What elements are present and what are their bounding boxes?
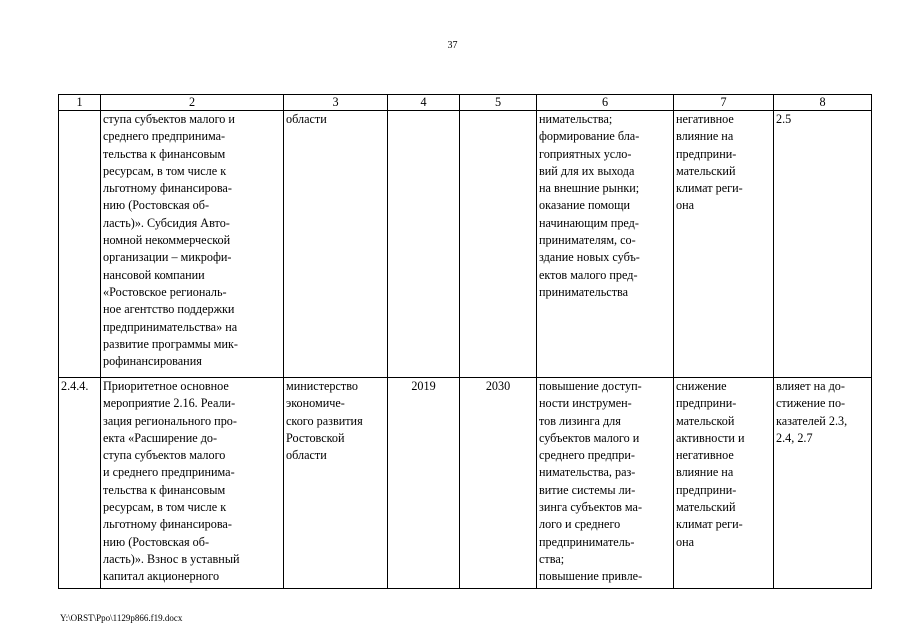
cell-text-line: ресурсам, в том числе к <box>103 500 227 515</box>
cell-text-line: ского развития <box>286 413 363 428</box>
cell-text-line: 2.4, 2.7 <box>776 430 813 445</box>
cell-text-line: она <box>676 198 695 213</box>
cell-text-line: нимательства; <box>539 112 613 126</box>
cell-text-line: климат реги- <box>676 517 743 532</box>
cell-text-line: зинга субъектов ма- <box>539 500 643 515</box>
cell-start-year <box>388 111 460 378</box>
cell-text-line: Приоритетное основное <box>103 379 229 393</box>
cell-number <box>59 111 101 378</box>
cell-text-line: мательской <box>676 413 735 428</box>
cell-indicator-link <box>774 111 872 378</box>
cell-text-line: нию (Ростовская об- <box>103 198 210 213</box>
cell-text-line: гоприятных усло- <box>539 146 632 161</box>
cell-text-line: рофинансирования <box>103 354 202 369</box>
cell-text-line: ступа субъектов малого и <box>103 112 235 126</box>
cell-consequences <box>674 111 774 378</box>
cell-text-line: «Ростовское региональ- <box>103 284 227 299</box>
cell-text-line: влияет на до- <box>776 379 845 393</box>
cell-text-line: на внешние рынки; <box>539 181 640 196</box>
cell-text-line: витие системы ли- <box>539 482 636 497</box>
cell-text-line: области <box>286 112 327 126</box>
table-row <box>59 378 872 589</box>
cell-text-line: лого и среднего <box>539 517 621 532</box>
cell-text-line: мательский <box>676 163 736 178</box>
cell-text-line: ектов малого пред- <box>539 267 638 282</box>
cell-text-line: вий для их выхода <box>539 163 635 178</box>
cell-text-line: начинающим пред- <box>539 215 639 230</box>
cell-text-line: нию (Ростовская об- <box>103 534 210 549</box>
column-number: 6 <box>537 95 674 111</box>
cell-text-line: ласть)». Субсидия Авто- <box>103 215 230 230</box>
cell-text-line: Ростовской <box>286 430 345 445</box>
cell-text-line: ресурсам, в том числе к <box>103 163 227 178</box>
cell-text-line: развитие программы мик- <box>103 336 238 351</box>
cell-text-line: и среднего предпринима- <box>103 465 235 480</box>
cell-measure <box>101 111 284 378</box>
cell-text-line: зация регионального про- <box>103 413 237 428</box>
cell-text-line: снижение <box>676 379 727 393</box>
cell-text-line: оказание помощи <box>539 198 631 213</box>
cell-text-line: номной некоммерческой <box>103 233 231 248</box>
column-number-row <box>59 95 872 111</box>
cell-text-line: ное агентство поддержки <box>103 302 235 317</box>
cell-text-line: тельства к финансовым <box>103 482 226 497</box>
cell-end-year: 2030 <box>460 378 537 589</box>
cell-text-line: принимателям, со- <box>539 233 636 248</box>
cell-text-line: среднего предпринима- <box>103 129 226 144</box>
cell-text-line: предприни- <box>676 396 737 411</box>
cell-text-line: предприни- <box>676 146 737 161</box>
cell-text-line: предприни- <box>676 482 737 497</box>
column-number: 7 <box>674 95 774 111</box>
cell-text-line: она <box>676 534 695 549</box>
column-number: 8 <box>774 95 872 111</box>
cell-text-line: нансовой компании <box>103 267 205 282</box>
column-number: 5 <box>460 95 537 111</box>
cell-text-line: министерство <box>286 379 359 393</box>
cell-text-line: повышение доступ- <box>539 379 642 393</box>
cell-executor <box>284 378 388 589</box>
cell-text-line: капитал акционерного <box>103 569 220 584</box>
cell-text-line: казателей 2.3, <box>776 413 848 428</box>
cell-text-line: среднего предпри- <box>539 448 635 463</box>
cell-text-line: тельства к финансовым <box>103 146 226 161</box>
cell-end-year <box>460 111 537 378</box>
cell-text-line: льготному финансирова- <box>103 517 232 532</box>
cell-text-line: формирование бла- <box>539 129 640 144</box>
cell-text-line: климат реги- <box>676 181 743 196</box>
column-number: 3 <box>284 95 388 111</box>
cell-expected-result <box>537 378 674 589</box>
cell-text-line: принимательства <box>539 284 629 299</box>
cell-text-line: тов лизинга для <box>539 413 621 428</box>
column-number: 4 <box>388 95 460 111</box>
column-number: 1 <box>59 95 101 111</box>
cell-text-line: влияние на <box>676 129 734 144</box>
cell-text-line: экономиче- <box>286 396 345 411</box>
cell-text-line: мательский <box>676 500 736 515</box>
cell-measure <box>101 378 284 589</box>
cell-indicator-link <box>774 378 872 589</box>
cell-text-line: предприниматель- <box>539 534 635 549</box>
cell-text-line: льготному финансирова- <box>103 181 232 196</box>
cell-text-line: ступа субъектов малого <box>103 448 226 463</box>
cell-text-line: области <box>286 448 327 463</box>
cell-text-line: 2.5 <box>776 112 792 126</box>
cell-text-line: повышение привле- <box>539 569 643 584</box>
cell-text-line: стижение по- <box>776 396 846 411</box>
cell-expected-result <box>537 111 674 378</box>
cell-start-year: 2019 <box>388 378 460 589</box>
column-number: 2 <box>101 95 284 111</box>
cell-text-line: ласть)». Взнос в уставный <box>103 551 240 566</box>
cell-executor <box>284 111 388 378</box>
cell-text-line: негативное <box>676 112 734 126</box>
cell-text-line: ства; <box>539 551 565 566</box>
cell-consequences <box>674 378 774 589</box>
cell-text-line: екта «Расширение до- <box>103 430 218 445</box>
file-path-footer: Y:\ORST\Ppo\1129p866.f19.docx <box>60 613 183 623</box>
cell-text-line: нимательства, раз- <box>539 465 636 480</box>
cell-text-line: влияние на <box>676 465 734 480</box>
cell-text-line: негативное <box>676 448 734 463</box>
cell-text-line: организации – микрофи- <box>103 250 232 265</box>
cell-text-line: мероприятие 2.16. Реали- <box>103 396 236 411</box>
cell-number: 2.4.4. <box>59 378 101 589</box>
cell-text-line: ности инструмен- <box>539 396 632 411</box>
table-row <box>59 111 872 378</box>
page-number: 37 <box>447 40 458 51</box>
cell-text-line: активности и <box>676 430 745 445</box>
cell-text-line: субъектов малого и <box>539 430 640 445</box>
cell-text-line: предпринимательства» на <box>103 319 238 334</box>
cell-text-line: здание новых субъ- <box>539 250 640 265</box>
measures-table <box>58 94 872 589</box>
